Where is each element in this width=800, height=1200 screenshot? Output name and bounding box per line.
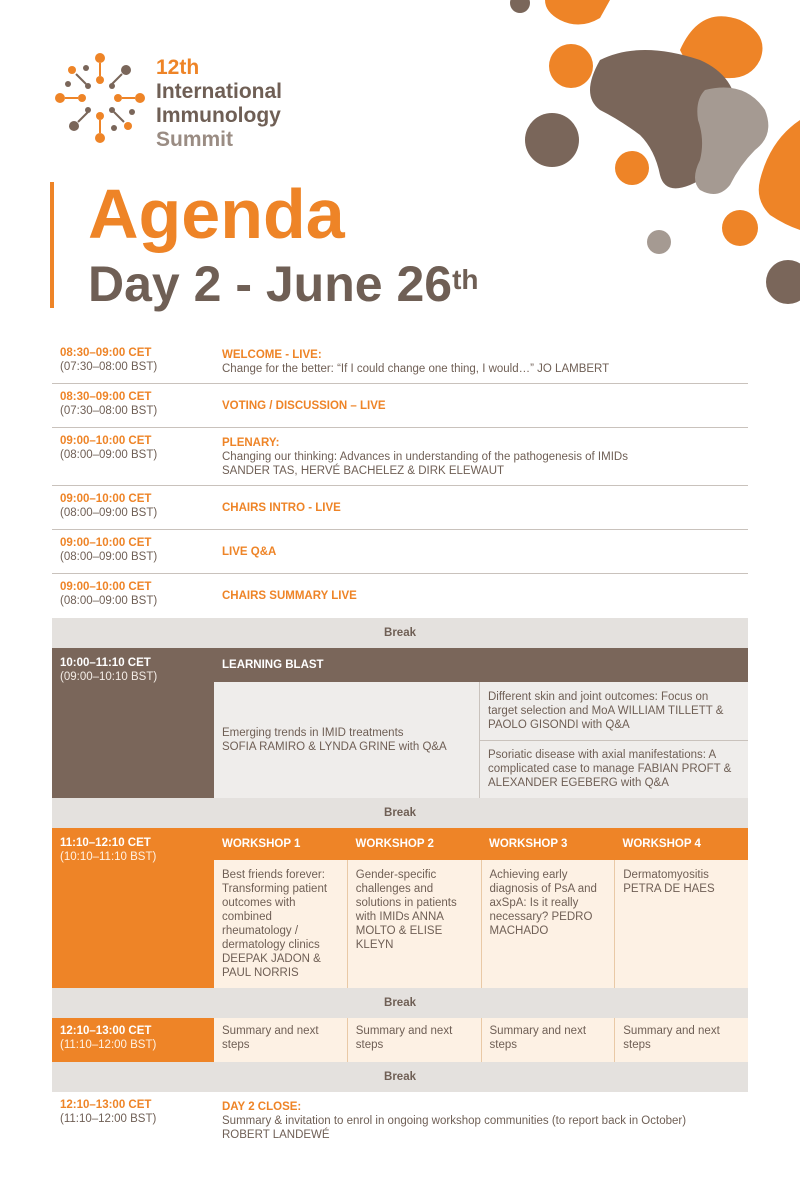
workshops-block — [52, 828, 748, 988]
workshop-description: Dermatomyositis PETRA DE HAES — [623, 869, 715, 895]
time-cet: 09:00–10:00 CET — [60, 493, 152, 505]
session-description: Change for the better: “If I could change one thing, I would…” JO LAMBERT — [222, 362, 610, 375]
workshop-header: WORKSHOP 3 — [489, 838, 568, 850]
logo-line-summit: Summit — [156, 128, 234, 151]
time-cet: 09:00–10:00 CET — [60, 435, 152, 447]
session-cell — [214, 1092, 748, 1150]
time-cet: 09:00–10:00 CET — [60, 581, 152, 593]
session-cell — [214, 574, 748, 618]
time-cell — [52, 1018, 214, 1062]
agenda-row — [52, 428, 748, 486]
workshop-description: Achieving early diagnosis of PsA and axSpA: Is it really necessary? PEDRO MACHADO — [482, 860, 616, 988]
session-cell — [214, 340, 748, 383]
learning-blast-session — [214, 682, 480, 798]
session-title: LIVE Q&A — [222, 545, 277, 558]
time-cell — [52, 828, 214, 988]
agenda-row — [52, 486, 748, 530]
session-cell — [214, 530, 748, 573]
session-description: Changing our thinking: Advances in understanding of the pathogenesis of IMIDs — [222, 450, 628, 463]
summary-cell: Summary and next steps — [623, 1025, 720, 1051]
time-cell — [52, 428, 214, 485]
learning-blast-content — [214, 648, 748, 798]
session-title: CHAIRS SUMMARY LIVE — [222, 590, 357, 602]
learning-blast-session: Psoriatic disease with axial manifestations: A complicated case to manage FABIAN PROFT & ALEXANDER EGEBERG with Q&A — [488, 749, 732, 790]
time-bst: (11:10–12:00 BST) — [60, 1039, 157, 1051]
agenda-row — [52, 340, 748, 384]
time-cell — [52, 574, 214, 618]
logo-line-immunology: Immunology — [156, 104, 281, 127]
time-bst: (08:00–09:00 BST) — [60, 449, 158, 461]
session-cell — [214, 486, 748, 529]
time-cet: 08:30–09:00 CET — [60, 391, 152, 403]
time-cell — [52, 384, 214, 427]
agenda-table — [52, 340, 748, 1150]
summary-cell: Summary and next steps — [482, 1018, 616, 1062]
time-bst: (08:00–09:00 BST) — [60, 507, 158, 519]
session-cell — [214, 428, 748, 485]
time-bst: (07:30–08:00 BST) — [60, 405, 158, 417]
session-speakers: ROBERT LANDEWÉ — [222, 1129, 330, 1141]
agenda-row — [52, 530, 748, 574]
workshops-content — [214, 828, 748, 988]
time-bst: (07:30–08:00 BST) — [60, 361, 158, 373]
learning-blast-session: Different skin and joint outcomes: Focus on target selection and MoA WILLIAM TILLETT & PAOLO GISONDI with Q&A — [480, 682, 748, 741]
workshop-header: WORKSHOP 4 — [622, 838, 701, 850]
time-bst: (09:00–10:10 BST) — [60, 671, 158, 683]
summary-cells — [214, 1018, 748, 1062]
break-row: Break — [52, 618, 748, 648]
session-speakers: SANDER TAS, HERVÉ BACHELEZ & DIRK ELEWAUT — [222, 464, 505, 477]
break-row: Break — [52, 798, 748, 828]
session-title: WELCOME - LIVE: — [222, 348, 322, 361]
learning-blast-title: LEARNING BLAST — [214, 648, 748, 682]
logo-edition: 12th — [156, 56, 200, 79]
summary-cell: Summary and next steps — [214, 1018, 348, 1062]
time-cell — [52, 1092, 214, 1150]
learning-blast-split — [480, 682, 748, 798]
time-cell — [52, 486, 214, 529]
session-title: PLENARY: — [222, 436, 280, 449]
time-cet: 12:10–13:00 CET — [60, 1099, 152, 1111]
session-speakers: SOFIA RAMIRO & LYNDA GRINE with Q&A — [222, 741, 447, 753]
workshop-header: WORKSHOP 1 — [222, 838, 301, 850]
workshop-header: WORKSHOP 2 — [355, 838, 434, 850]
title-accent-bar — [50, 182, 54, 308]
time-cell — [52, 340, 214, 383]
time-bst: (08:00–09:00 BST) — [60, 595, 158, 607]
time-bst: (08:00–09:00 BST) — [60, 551, 158, 563]
session-description: Emerging trends in IMID treatments — [222, 727, 404, 739]
break-row: Break — [52, 988, 748, 1018]
time-bst: (10:10–11:10 BST) — [60, 851, 157, 863]
session-title: DAY 2 CLOSE: — [222, 1101, 302, 1113]
page-title: Agenda — [88, 175, 345, 253]
day-subtitle — [88, 254, 479, 314]
session-title: VOTING / DISCUSSION – LIVE — [222, 399, 386, 412]
summary-row — [52, 1018, 748, 1062]
summary-cell: Summary and next steps — [348, 1018, 482, 1062]
time-cell — [52, 648, 214, 798]
workshop-description: Best friends forever: Transforming patient outcomes with combined rheumatology / dermatology clinics DEEPAK JADON & PAUL NORRIS — [214, 860, 348, 988]
workshop-descriptions — [214, 860, 748, 988]
session-title: CHAIRS INTRO - LIVE — [222, 501, 341, 514]
time-cet: 11:10–12:10 CET — [60, 837, 151, 849]
agenda-row — [52, 384, 748, 428]
workshop-description: Gender-specific challenges and solutions in patients with IMIDs ANNA MOLTO & ELISE KLEYN — [348, 860, 482, 988]
session-description: Summary & invitation to enrol in ongoing workshop communities (to report back in October) — [222, 1115, 687, 1127]
time-cet: 09:00–10:00 CET — [60, 537, 152, 549]
agenda-row — [52, 1092, 748, 1150]
day-subtitle-suffix: th — [452, 264, 479, 295]
logo-wordmark — [156, 56, 282, 152]
molecule-logo-icon — [52, 50, 148, 146]
learning-blast-block — [52, 648, 748, 798]
time-cell — [52, 530, 214, 573]
agenda-row — [52, 574, 748, 618]
time-cet: 08:30–09:00 CET — [60, 347, 152, 359]
time-cet: 12:10–13:00 CET — [60, 1025, 152, 1037]
time-cet: 10:00–11:10 CET — [60, 657, 151, 669]
summit-logo — [52, 50, 312, 150]
break-row: Break — [52, 1062, 748, 1092]
logo-line-international: International — [156, 80, 283, 103]
learning-blast-sessions — [214, 682, 748, 798]
session-cell — [214, 384, 748, 427]
workshop-headers — [214, 828, 748, 860]
day-subtitle-text: Day 2 - June 26 — [88, 256, 453, 312]
time-bst: (11:10–12:00 BST) — [60, 1113, 157, 1125]
